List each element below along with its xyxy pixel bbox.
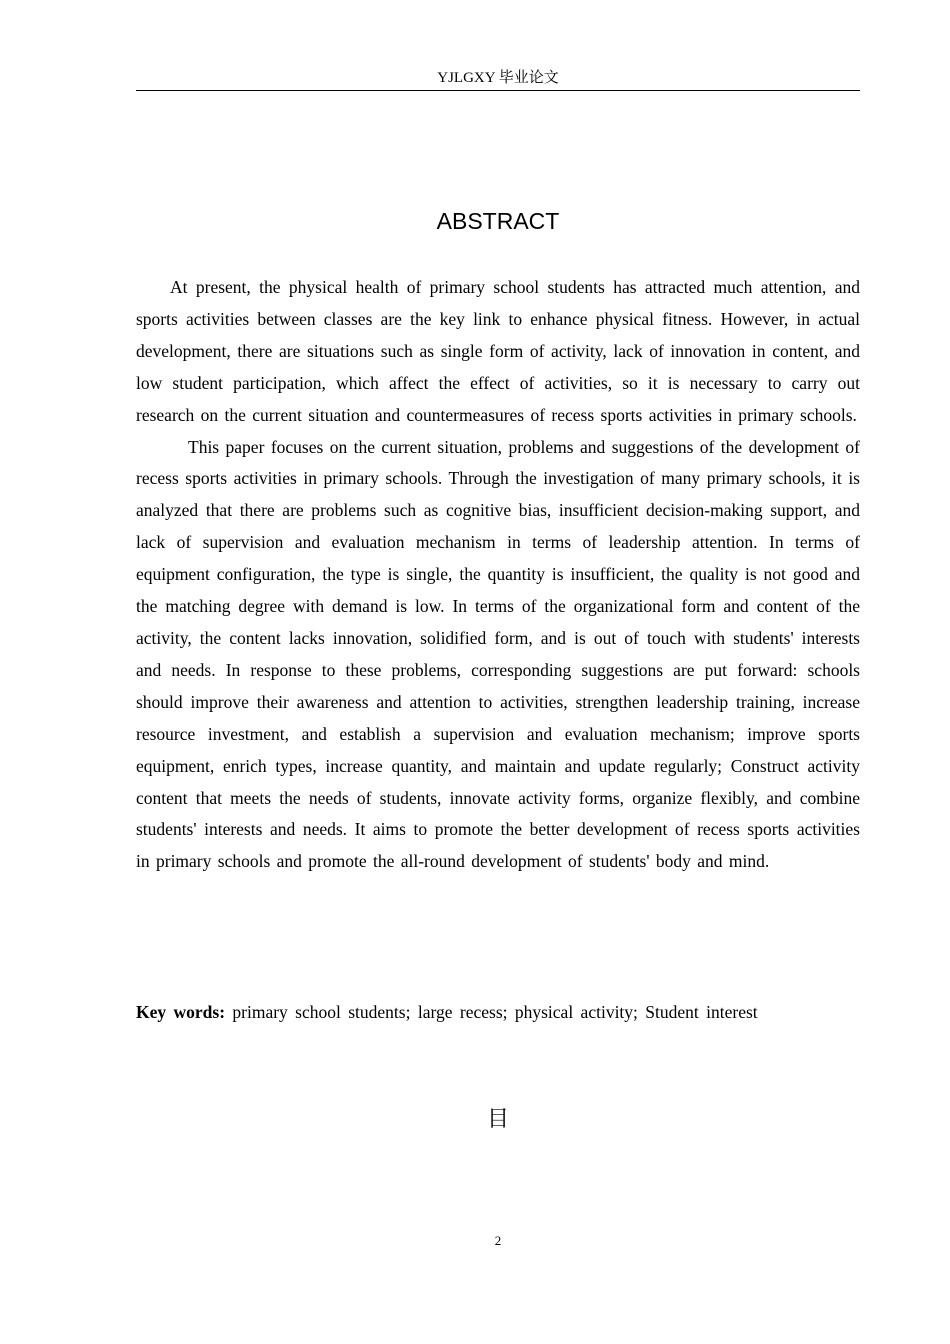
abstract-paragraph: At present, the physical health of primary school students has attracted much attention, and sports activities between classes are the key link to enhance physical fitness. However, in actual development, there are situations such as single form of activity, lack of innovation in content, and low student participation, which affect the effect of activities, so it is necessary to carry out research on the current situation and countermeasures of recess sports activities in primary schools. [136,277,860,425]
abstract-paragraph: This paper focuses on the current situation, problems and suggestions of the development of recess sports activities in primary schools. Through the investigation of many primary schools, it is analyzed that there are problems such as cognitive bias, insufficient decision-making support, and lack of supervision and evaluation mechanism in terms of leadership attention. In terms of equipment configuration, the type is single, the quantity is insufficient, the quality is not good and the matching degree with demand is low. In terms of the organizational form and content of the activity, the content lacks innovation, solidified form, and is out of touch with students' interests and needs. In response to these problems, corresponding suggestions are put forward: schools should improve their awareness and attention to activities, strengthen leadership training, increase resource investment, and establish a supervision and evaluation mechanism; improve sports equipment, enrich types, increase quantity, and maintain and update regularly; Construct activity content that meets the needs of students, innovate activity forms, organize flexibly, and combine students' interests and needs. It aims to promote the better development of recess sports activities in primary schools and promote the all-round development of students' body and mind. [136,436,860,872]
abstract-title: ABSTRACT [436,208,560,234]
keywords-line [136,997,860,1027]
keywords-label: Key words: [136,1002,226,1022]
running-header: YJLGXY 毕业论文 [437,70,559,86]
keywords-text: primary school students; large recess; physical activity; Student interest [232,1002,758,1022]
page-number: 2 [494,1233,502,1248]
header-rule [136,90,860,91]
toc-heading: 目 [486,1107,509,1132]
abstract-body [136,272,860,878]
